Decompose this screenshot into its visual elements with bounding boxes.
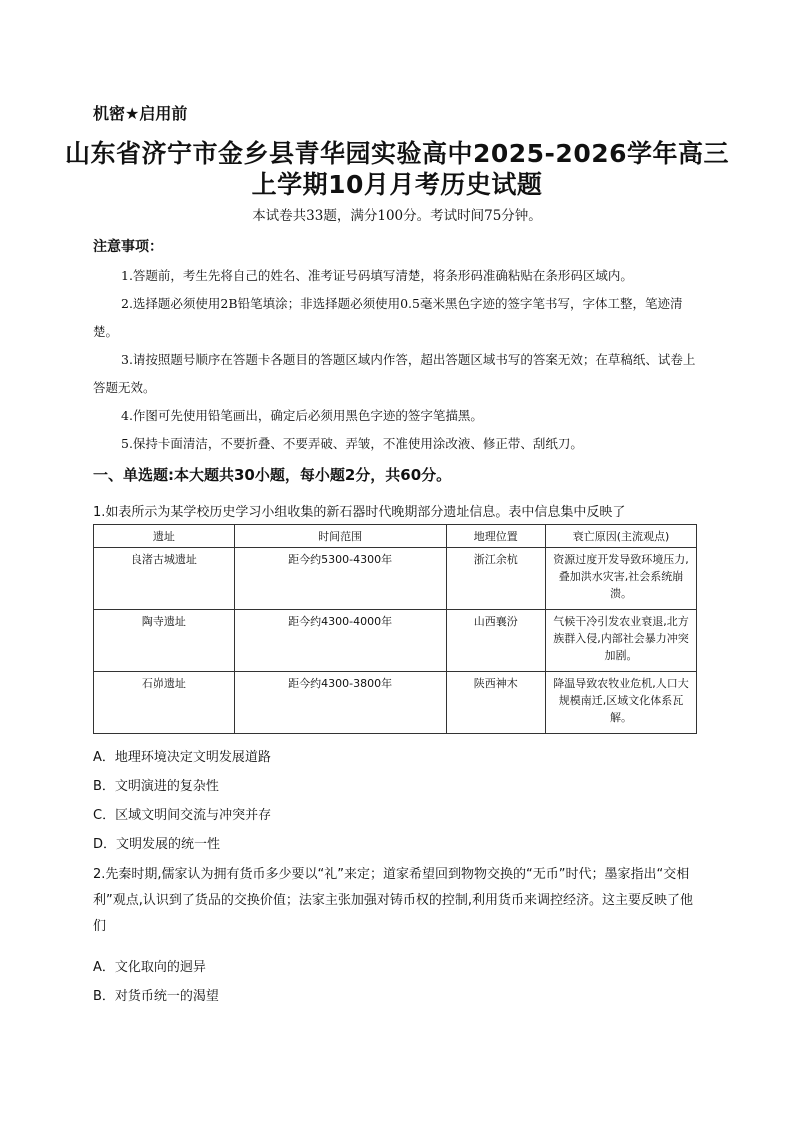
exam-title-line2: 上学期10月月考历史试题 [251, 170, 543, 199]
notice-item: 3.请按照题号顺序在答题卡各题目的答题区域内作答，超出答题区域书写的答案无效；在草稿纸、试卷上答题无效。 [93, 352, 696, 395]
question-1-option-d: D．文明发展的统一性 [93, 837, 221, 852]
notice-heading: 注意事项： [93, 239, 163, 255]
site-table [93, 524, 697, 734]
table-header-row [94, 525, 697, 548]
exam-info: 本试卷共33题，满分100分。考试时间75分钟。 [252, 208, 542, 224]
cell-time: 距今约4300-4000年 [234, 610, 446, 672]
cell-time: 距今约5300-4300年 [234, 548, 446, 610]
cell-cause: 降温导致农牧业危机,人口大规模南迁,区域文化体系瓦解。 [546, 672, 697, 734]
question-1-stem: 1.如表所示为某学校历史学习小组收集的新石器时代晚期部分遗址信息。表中信息集中反映了 [93, 505, 626, 520]
notice-list [93, 262, 703, 458]
question-1-option-c: C．区域文明间交流与冲突并存 [93, 808, 272, 823]
notice-item: 4.作图可先使用铅笔画出，确定后必须用黑色字迹的签字笔描黑。 [121, 408, 483, 423]
question-1-option-a: A．地理环境决定文明发展道路 [93, 750, 271, 765]
section-heading: 一、单选题:本大题共30小题，每小题2分，共60分。 [93, 466, 452, 484]
question-1-option-b: B．文明演进的复杂性 [93, 779, 219, 794]
cell-site: 石峁遗址 [94, 672, 235, 734]
col-header-location: 地理位置 [446, 525, 545, 548]
table-row [94, 610, 697, 672]
col-header-site: 遗址 [94, 525, 235, 548]
notice-item: 1.答题前，考生先将自己的姓名、准考证号码填写清楚，将条形码准确粘贴在条形码区域内。 [121, 268, 633, 283]
col-header-time: 时间范围 [234, 525, 446, 548]
notice-item: 5.保持卡面清洁，不要折叠、不要弄破、弄皱，不准使用涂改液、修正带、刮纸刀。 [121, 436, 583, 451]
table-row [94, 548, 697, 610]
question-2-stem: 2.先秦时期,儒家认为拥有货币多少要以“礼”来定；道家希望回到物物交换的“无币”时代；墨家指出“交相利”观点,认识到了货品的交换价值；法家主张加强对铸币权的控制,利用货币来调控经济。这主要反映了他们 [93, 867, 694, 934]
col-header-cause: 衰亡原因(主流观点) [546, 525, 697, 548]
cell-location: 山西襄汾 [446, 610, 545, 672]
confidential-label: 机密★启用前 [93, 104, 188, 123]
table-row [94, 672, 697, 734]
cell-site: 陶寺遗址 [94, 610, 235, 672]
cell-cause: 气候干冷引发农业衰退,北方族群入侵,内部社会暴力冲突加剧。 [546, 610, 697, 672]
notice-item: 2.选择题必须使用2B铅笔填涂；非选择题必须使用0.5毫米黑色字迹的签字笔书写，字体工整，笔迹清楚。 [93, 296, 683, 339]
cell-location: 陕西神木 [446, 672, 545, 734]
cell-location: 浙江余杭 [446, 548, 545, 610]
cell-time: 距今约4300-3800年 [234, 672, 446, 734]
cell-cause: 资源过度开发导致环境压力,叠加洪水灾害,社会系统崩溃。 [546, 548, 697, 610]
exam-title-line1: 山东省济宁市金乡县青华园实验高中2025-2026学年高三 [64, 139, 730, 168]
question-2-option-a: A．文化取向的迥异 [93, 960, 206, 975]
cell-site: 良渚古城遗址 [94, 548, 235, 610]
question-2-option-b: B．对货币统一的渴望 [93, 989, 219, 1004]
